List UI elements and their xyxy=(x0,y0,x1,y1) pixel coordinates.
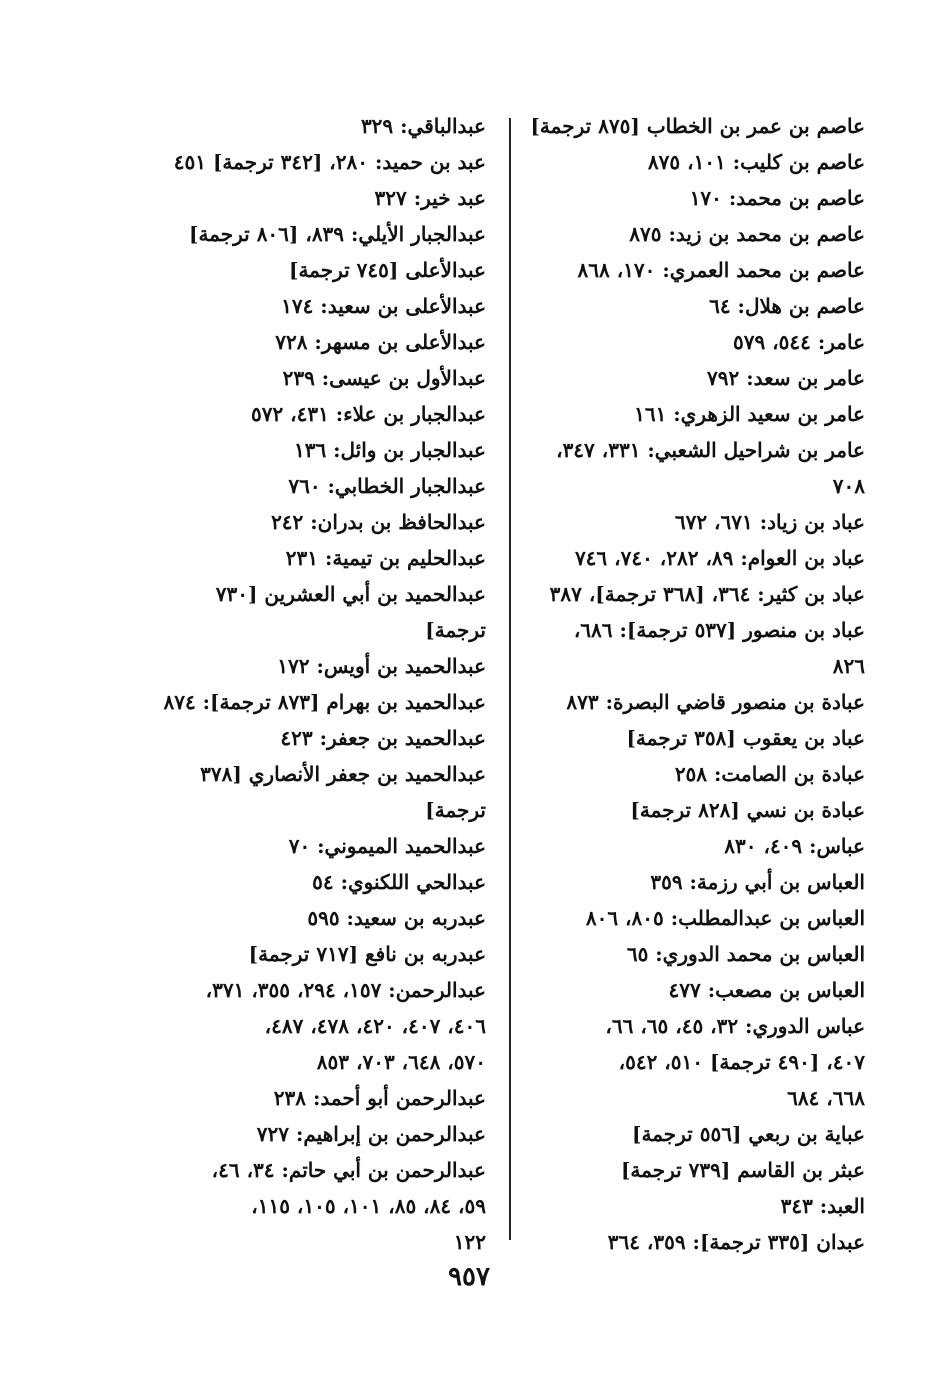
index-entry: عبدالأعلى بن سعيد: ١٧٤ xyxy=(281,294,486,318)
index-entry: العباس بن محمد الدوري: ٦٥ xyxy=(626,942,865,966)
index-entry: ترجمة] xyxy=(425,798,486,822)
index-entry: ١٢٢ xyxy=(453,1230,486,1254)
index-entry: عاصم بن كليب: ١٠١، ٨٧٥ xyxy=(647,150,865,174)
index-entry: العبد: ٣٤٣ xyxy=(780,1194,865,1218)
index-entry: عباس: ٤٠٩، ٨٣٠ xyxy=(724,834,865,858)
index-entry: عباد بن منصور [٥٣٧ ترجمة]: ٦٨٦، xyxy=(573,618,865,642)
index-entry: عبدالأعلى [٧٤٥ ترجمة] xyxy=(288,258,486,282)
index-entry: عاصم بن محمد بن زيد: ٨٧٥ xyxy=(629,222,865,246)
index-entry: عبدالجبار بن وائل: ١٣٦ xyxy=(293,438,486,462)
index-entry: ٧٠٨ xyxy=(832,474,865,498)
index-entry: عبدالأول بن عيسى: ٢٣٩ xyxy=(282,366,486,390)
column-divider xyxy=(509,118,511,1240)
index-entry: ٤٠٦، ٤٠٧، ٤٢٠، ٤٧٨، ٤٨٧، xyxy=(264,1014,486,1038)
index-entry: عبادة بن نسي [٨٢٨ ترجمة] xyxy=(630,798,865,822)
index-entry: عبدالجبار الخطابي: ٧٦٠ xyxy=(288,474,486,498)
index-entry: عبد خير: ٣٢٧ xyxy=(374,186,486,210)
index-entry: عبدالجبار بن علاء: ٤٣١، ٥٧٢ xyxy=(250,402,486,426)
index-entry: عبادة بن منصور قاضي البصرة: ٨٧٣ xyxy=(566,690,865,714)
index-entry: عبدالرحمن: ١٥٧، ٢٩٤، ٣٥٥، ٣٧١، xyxy=(205,978,486,1002)
index-entry: عاصم بن محمد العمري: ١٧٠، ٨٦٨ xyxy=(577,258,865,282)
index-entry: عبدالباقي: ٣٢٩ xyxy=(360,114,486,138)
index-entry: عبدالحميد بن جعفر: ٤٢٣ xyxy=(280,726,486,750)
index-column-right xyxy=(530,108,865,1260)
index-column-left xyxy=(160,108,486,1260)
index-entry: عباد بن كثير: ٣٦٤، [٣٦٨ ترجمة]، ٣٨٧ xyxy=(549,582,865,606)
index-entry: عبد بن حميد: ٢٨٠، [٣٤٢ ترجمة] ٤٥١ xyxy=(173,150,486,174)
page-number: ٩٥٧ xyxy=(448,1262,490,1292)
index-entry: عبدالرحمن بن أبي حاتم: ٣٤، ٤٦، xyxy=(211,1158,486,1182)
index-entry: عبثر بن القاسم [٧٣٩ ترجمة] xyxy=(620,1158,865,1182)
index-entry: العباس بن عبدالمطلب: ٨٠٥، ٨٠٦ xyxy=(585,906,865,930)
index-entry: عبدان [٣٣٥ ترجمة]: ٣٥٩، ٣٦٤ xyxy=(607,1230,865,1254)
index-entry: عبدالحليم بن تيمية: ٢٣١ xyxy=(285,546,486,570)
index-entry: عبدالحميد بن بهرام [٨٧٣ ترجمة]: ٨٧٤ xyxy=(163,690,486,714)
index-entry: عبدالحافظ بن بدران: ٢٤٢ xyxy=(271,510,486,534)
index-entry: عباد بن زياد: ٦٧١، ٦٧٢ xyxy=(674,510,865,534)
index-entry: عباد بن العوام: ٨٩، ٢٨٢، ٧٤٠، ٧٤٦ xyxy=(574,546,865,570)
index-entry: ٦٦٨، ٦٨٤ xyxy=(787,1086,865,1110)
index-entry: عامر بن سعد: ٧٩٢ xyxy=(707,366,865,390)
index-entry: عبدالجبار الأيلي: ٨٣٩، [٨٠٦ ترجمة] xyxy=(189,222,486,246)
index-entry: عباد بن يعقوب [٣٥٨ ترجمة] xyxy=(626,726,865,750)
index-entry: عبدالحميد بن أبي العشرين [٧٣٠ ترجمة] xyxy=(215,582,486,642)
index-entry: عبدربه بن نافع [٧١٧ ترجمة] xyxy=(248,942,486,966)
index-entry: عبدالرحمن بن إبراهيم: ٧٢٧ xyxy=(256,1122,486,1146)
index-entry: عبدالأعلى بن مسهر: ٧٢٨ xyxy=(275,330,486,354)
index-entry: عاصم بن هلال: ٦٤ xyxy=(709,294,865,318)
index-entry: عبدالرحمن أبو أحمد: ٢٣٨ xyxy=(273,1086,486,1110)
index-entry: عبدربه بن سعيد: ٥٩٥ xyxy=(307,906,486,930)
index-entry: عاصم بن عمر بن الخطاب [٨٧٥ ترجمة] xyxy=(530,114,865,138)
index-entry: عامر: ٥٤٤، ٥٧٩ xyxy=(732,330,865,354)
index-entry: العباس بن أبي رزمة: ٣٥٩ xyxy=(650,870,865,894)
index-entry: ٨٢٦ xyxy=(832,654,865,678)
index-entry: عباية بن ربعي [٥٥٦ ترجمة] xyxy=(632,1122,865,1146)
index-entry: ٥٧٠، ٦٤٨، ٧٠٣، ٨٥٣ xyxy=(316,1050,486,1074)
index-entry: عامر بن سعيد الزهري: ١٦١ xyxy=(634,402,865,426)
index-entry: عبدالحي اللكنوي: ٥٤ xyxy=(312,870,486,894)
index-entry: عبدالحميد بن أويس: ١٧٢ xyxy=(277,654,486,678)
index-entry: عبادة بن الصامت: ٢٥٨ xyxy=(674,762,865,786)
index-entry: عبدالحميد الميموني: ٧٠ xyxy=(288,834,486,858)
index-entry: عاصم بن محمد: ١٧٠ xyxy=(689,186,865,210)
index-entry: ٥٩، ٨٤، ٨٥، ١٠١، ١٠٥، ١١٥، xyxy=(251,1194,486,1218)
index-entry: عباس الدوري: ٣٢، ٤٥، ٦٥، ٦٦، xyxy=(605,1014,865,1038)
index-entry: عبدالحميد بن جعفر الأنصاري [٣٧٨ xyxy=(200,762,486,786)
index-entry: ٤٠٧، [٤٩٠ ترجمة] ٥١٠، ٥٤٢، xyxy=(618,1050,865,1074)
index-entry: عامر بن شراحيل الشعبي: ٣٣١، ٣٤٧، xyxy=(556,438,865,462)
index-entry: العباس بن مصعب: ٤٧٧ xyxy=(668,978,865,1002)
